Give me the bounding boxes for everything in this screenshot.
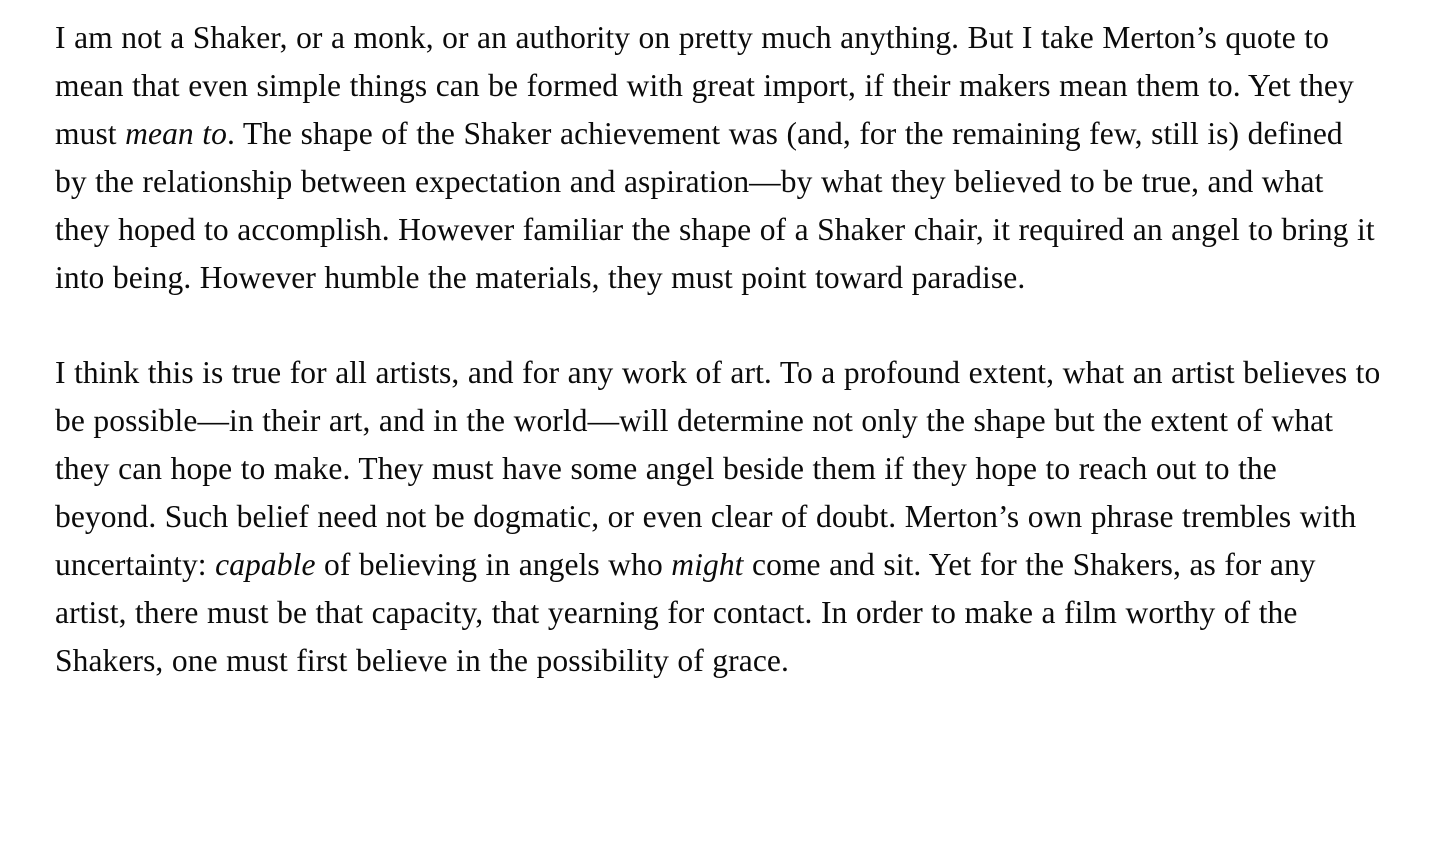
body-paragraph: I am not a Shaker, or a monk, or an authority on pretty much anything. But I take Merton’s quote to mean that even simple things can be formed with great import, if their makers mean them to. Yet they must mean to. The shape of the Shaker achievement was (and, for the remaining few, still is) defined by the relationship between expectation and aspiration—by what they believed to be true, and what they hoped to accomplish. However familiar the shape of a Shaker chair, it required an angel to bring it into being. However humble the materials, they must point toward paradise. (55, 20, 1375, 295)
emphasis-text: mean to (125, 116, 227, 151)
emphasis-text: might (671, 547, 744, 582)
emphasis-text: capable (215, 547, 316, 582)
body-paragraph: I think this is true for all artists, and for any work of art. To a profound extent, what an artist believes to be possible—in their art, and in the world—will determine not only the shape but the extent of what they can hope to make. They must have some angel beside them if they hope to reach out to the beyond. Such belief need not be dogmatic, or even clear of doubt. Merton’s own phrase trembles with uncertainty: capable of believing in angels who might come and sit. Yet for the Shakers, as for any artist, there must be that capacity, that yearning for contact. In order to make a film worthy of the Shakers, one must first believe in the possibility of grace. (55, 355, 1381, 678)
